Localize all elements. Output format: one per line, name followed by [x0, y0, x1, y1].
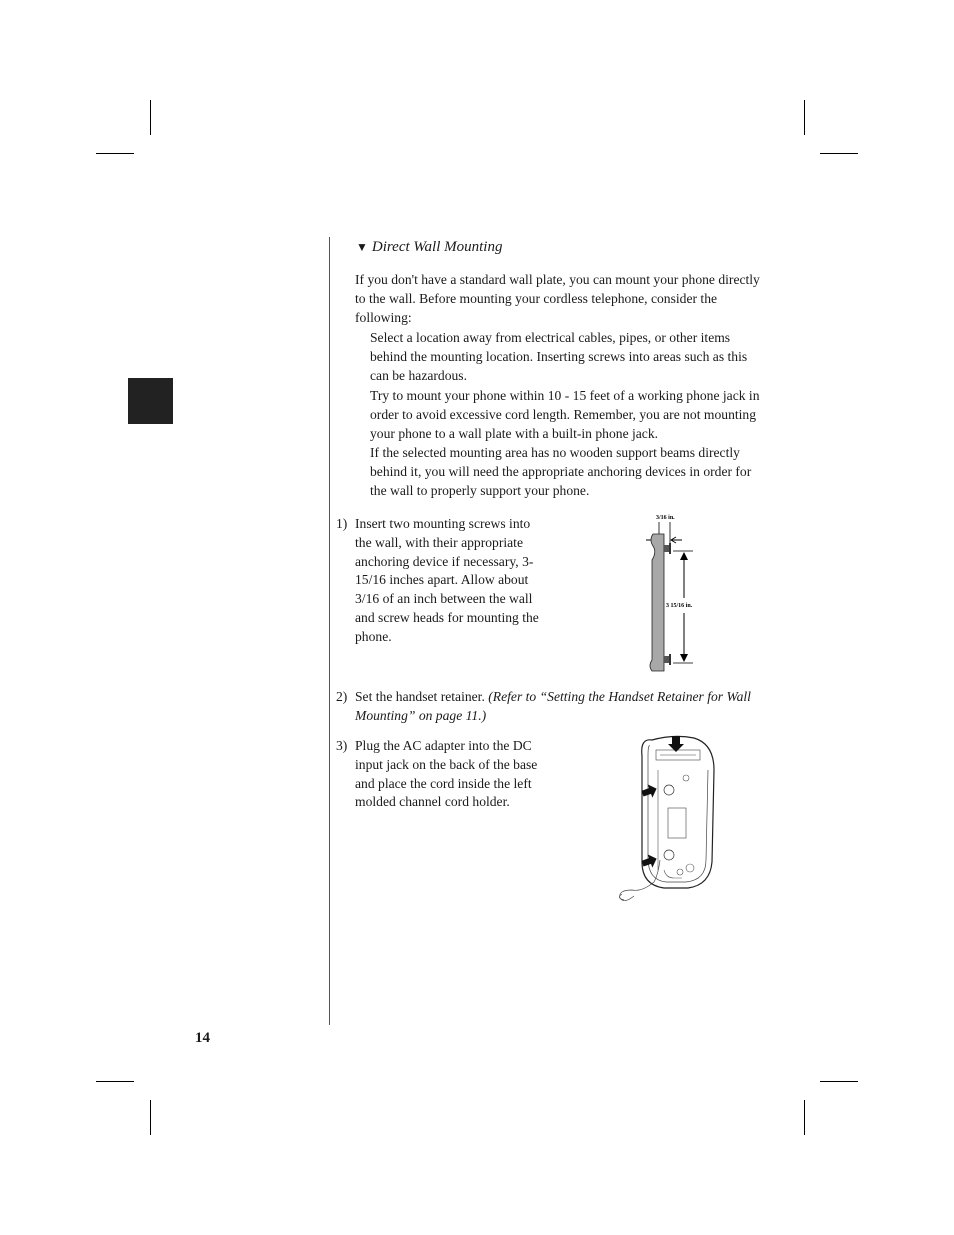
section-heading [356, 238, 502, 256]
screw-bottom-icon [664, 654, 671, 665]
step-text: Plug the AC adapter into the DC input jack on the back of the base and place the cord inside the left molded channel cord holder. [355, 738, 538, 810]
screw-spacing-figure [640, 508, 720, 676]
crop-mark [804, 1100, 805, 1135]
crop-mark [96, 153, 134, 154]
consideration-item: If the selected mounting area has no wooden support beams directly behind it, you will need the appropriate anchoring devices in order for the wall to properly support your phone. [370, 445, 752, 498]
step-number: 1) [336, 516, 348, 531]
step-text [355, 688, 760, 726]
intro-paragraph: If you don't have a standard wall plate, you can mount your phone directly to the wall. Before mounting your cordless telephone, consider the following: [355, 272, 760, 325]
step-instruction: Set the handset retainer. [355, 689, 485, 704]
crop-mark [820, 1081, 858, 1082]
step-number: 3) [336, 738, 348, 753]
crop-mark [150, 1100, 151, 1135]
crop-mark [804, 100, 805, 135]
consideration-item: Try to mount your phone within 10 - 15 feet of a working phone jack in order to avoid excessive cord length. Remember, you are not mounting your phone to a wall plate with a built-in phone jack. [370, 388, 760, 441]
gap-label: 3/16 in. [656, 515, 675, 521]
step-number: 2) [336, 689, 348, 704]
spacing-label: 3 15/16 in. [666, 603, 693, 609]
crop-mark [820, 153, 858, 154]
section-title: Direct Wall Mounting [371, 239, 503, 255]
crop-mark [96, 1081, 134, 1082]
step-text: Insert two mounting screws into the wall, with their appropriate anchoring device if necessary, 3-15/16 inches apart. Allow about 3/16 of an inch between the wall and screw heads for mounting the phone. [355, 516, 539, 644]
crop-mark [150, 100, 151, 135]
page-number: 14 [195, 1030, 210, 1046]
screw-top-icon [664, 543, 671, 554]
phone-base-figure [612, 730, 722, 902]
chapter-tab [128, 378, 173, 424]
page-reference: (Refer to “Setting the Handset Retainer for Wall Mounting” on page 11.) [355, 689, 751, 723]
wall-section [650, 534, 664, 671]
down-triangle-icon: ▼ [356, 240, 368, 254]
consideration-item: Select a location away from electrical cables, pipes, or other items behind the mounting location. Inserting screws into areas such as this can be hazardous. [370, 330, 748, 383]
margin-rule [329, 237, 330, 1025]
